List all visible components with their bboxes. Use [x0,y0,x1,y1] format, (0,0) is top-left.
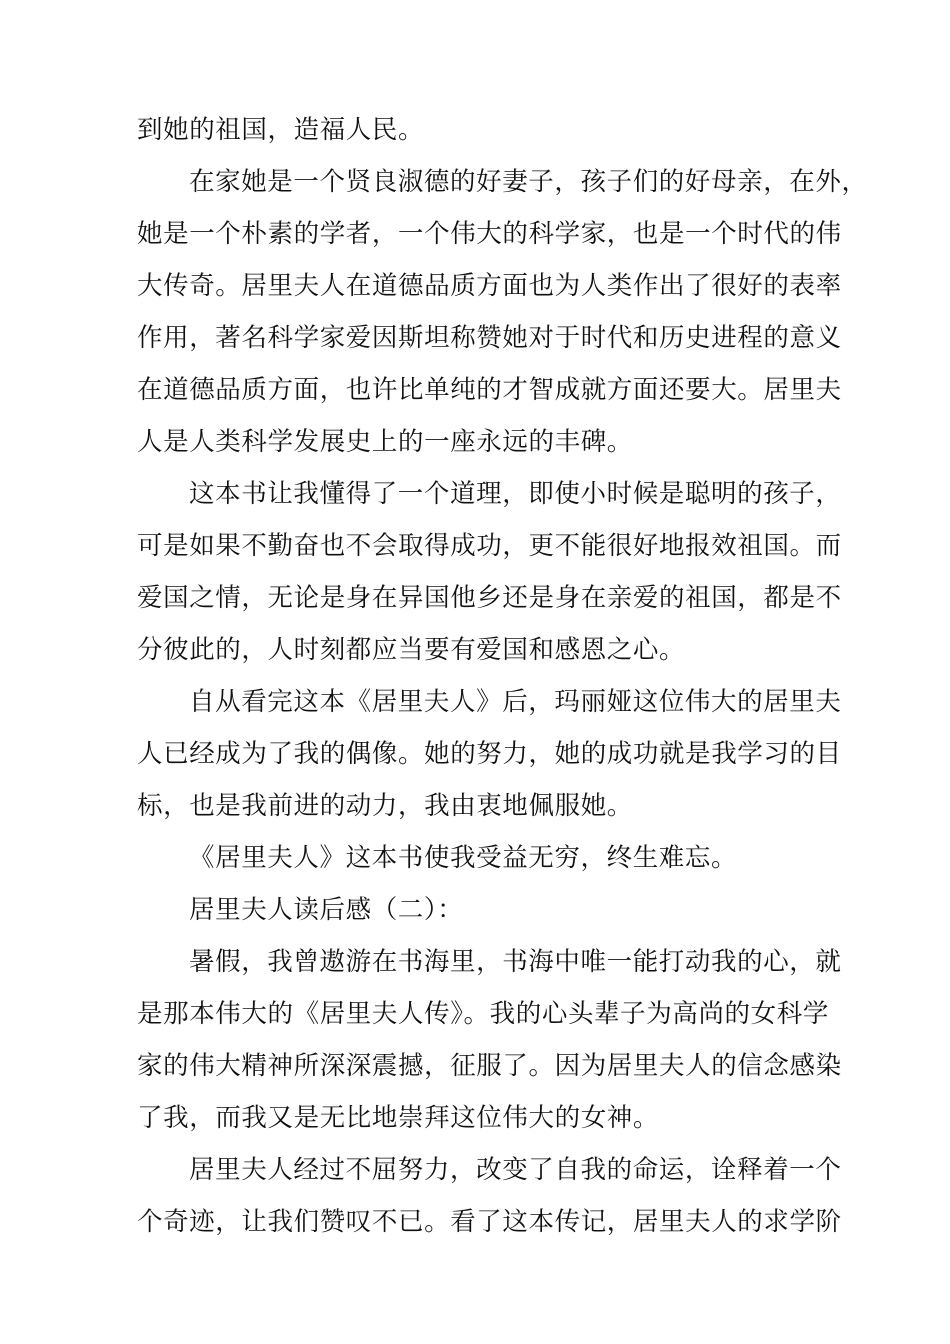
text-line: 到她的祖国，造福人民。 [137,115,425,145]
text-line: 居里夫人经过不屈努力，改变了自我的命运，诠释着一个 [189,1155,842,1185]
text-line: 爱国之情，无论是身在异国他乡还是身在亲爱的祖国，都是不 [137,583,842,613]
text-line: 暑假，我曾遨游在书海里，书海中唯一能打动我的心，就 [189,947,842,977]
text-line: 在家她是一个贤良淑德的好妻子，孩子们的好母亲，在外， [189,167,868,197]
text-line: 《居里夫人》这本书使我受益无穷，终生难忘。 [189,843,738,873]
section-heading: 居里夫人读后感（二）： [189,895,464,925]
text-line: 人是人类科学发展史上的一座永远的丰碑。 [137,427,633,457]
text-line: 大传奇。居里夫人在道德品质方面也为人类作出了很好的表率 [137,271,842,301]
text-line: 标，也是我前进的动力，我由衷地佩服她。 [137,791,633,821]
text-line: 个奇迹，让我们赞叹不已。看了这本传记，居里夫人的求学阶 [137,1207,842,1237]
text-line: 这本书让我懂得了一个道理，即使小时候是聪明的孩子， [189,479,842,509]
text-line: 人已经成为了我的偶像。她的努力，她的成功就是我学习的目 [137,739,842,769]
text-line: 自从看完这本《居里夫人》后，玛丽娅这位伟大的居里夫 [189,687,842,717]
text-line: 她是一个朴素的学者，一个伟大的科学家，也是一个时代的伟 [137,219,842,249]
text-line: 了我，而我又是无比地崇拜这位伟大的女神。 [137,1103,660,1133]
text-line: 分彼此的，人时刻都应当要有爱国和感恩之心。 [137,635,686,665]
text-line: 作用，著名科学家爱因斯坦称赞她对于时代和历史进程的意义 [137,323,842,353]
text-line: 在道德品质方面，也许比单纯的才智成就方面还要大。居里夫 [137,375,842,405]
text-line: 可是如果不勤奋也不会取得成功，更不能很好地报效祖国。而 [137,531,842,561]
text-line: 家的伟大精神所深深震撼，征服了。因为居里夫人的信念感染 [137,1051,842,1081]
text-line: 是那本伟大的《居里夫人传》。我的心头辈子为高尚的女科学 [137,999,829,1029]
